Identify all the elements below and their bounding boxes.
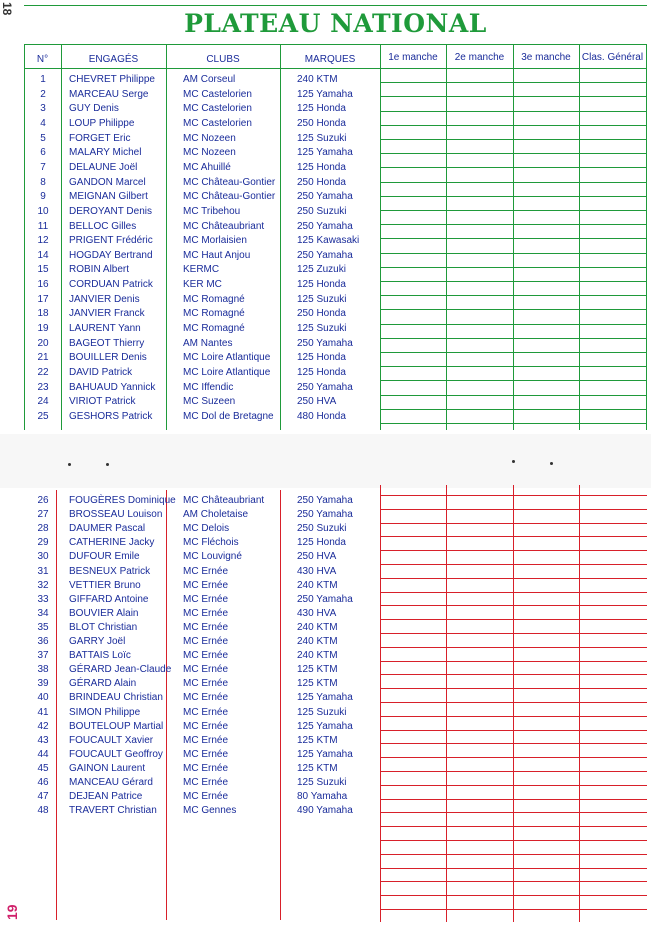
entry-brand: 125 KTM: [297, 678, 338, 690]
entry-name: GAINON Laurent: [69, 762, 146, 774]
table-row: [0, 395, 651, 410]
entry-name: FOUCAULT Xavier: [69, 734, 154, 746]
table-header: [24, 47, 647, 67]
table-row: [0, 293, 651, 308]
header-engages: ENGAGÉS: [88, 54, 139, 65]
entry-number: 38: [37, 664, 49, 676]
entry-brand: 250 Honda: [297, 308, 346, 320]
entry-number: 17: [37, 293, 49, 305]
entry-club: MC Fléchois: [183, 537, 239, 549]
entry-number: 16: [37, 279, 49, 291]
entry-brand: 125 Honda: [297, 537, 346, 549]
entry-brand: 240 KTM: [297, 74, 338, 85]
entry-brand: 125 Suzuki: [297, 706, 347, 718]
table-row: [0, 649, 651, 664]
entry-number: 25: [37, 410, 49, 422]
entry-name: JANVIER Denis: [69, 293, 140, 305]
entry-club: MC Nozeen: [183, 147, 236, 159]
entry-name: DEJEAN Patrice: [69, 791, 143, 803]
entry-club: MC Ernée: [183, 579, 229, 591]
entry-brand: 250 Yamaha: [297, 593, 353, 605]
entry-brand: 250 Suzuki: [297, 205, 347, 217]
entry-number: 35: [37, 621, 49, 633]
entry-club: MC Iffendic: [183, 381, 234, 393]
entry-number: 1: [40, 74, 46, 85]
entry-club: MC Romagné: [183, 293, 245, 305]
entry-club: MC Ernée: [183, 593, 229, 605]
table-row: [0, 205, 651, 220]
entry-brand: 240 KTM: [297, 636, 338, 647]
entry-brand: 125 Honda: [297, 352, 346, 364]
table-row: [0, 762, 651, 777]
table-row: [0, 278, 651, 293]
entry-number: 45: [37, 762, 49, 774]
entry-name: PRIGENT Frédéric: [69, 235, 153, 247]
entry-number: 3: [40, 103, 46, 115]
entry-name: CATHERINE Jacky: [69, 537, 155, 549]
table-row: [0, 220, 651, 235]
entry-number: 24: [37, 396, 49, 408]
entry-brand: 125 KTM: [297, 664, 338, 676]
entry-number: 29: [37, 537, 49, 549]
entry-name: TRAVERT Christian: [69, 805, 157, 817]
entry-club: MC Châteaubriant: [183, 495, 265, 506]
table-row: [0, 307, 651, 322]
table-row: [0, 117, 651, 132]
table-row: [0, 249, 651, 264]
entry-club: MC Ernée: [183, 636, 229, 647]
entry-brand: 125 Honda: [297, 161, 346, 173]
title-rule: [24, 5, 647, 6]
entry-club: MC Castelorien: [183, 103, 252, 115]
entry-name: BESNEUX Patrick: [69, 565, 151, 577]
table-row: [0, 146, 651, 161]
table-row: [0, 102, 651, 117]
entry-name: BATTAIS Loïc: [69, 650, 131, 662]
entry-club: MC Ernée: [183, 621, 229, 633]
table-row: [0, 351, 651, 366]
table-row: [0, 663, 651, 678]
entry-club: MC Ernée: [183, 692, 229, 704]
entry-number: 20: [37, 337, 49, 349]
table-row: [0, 337, 651, 352]
entry-club: MC Ernée: [183, 734, 229, 746]
entry-brand: 250 HVA: [297, 551, 337, 563]
table-row: [0, 410, 651, 425]
entry-club: KERMC: [183, 264, 220, 276]
table-row: [0, 73, 651, 88]
entry-name: DEROYANT Denis: [69, 205, 152, 217]
table-row: [0, 691, 651, 706]
entry-number: 33: [37, 593, 49, 605]
entry-number: 41: [37, 706, 49, 718]
separator-band: [0, 434, 651, 488]
decorative-dot: [512, 460, 515, 463]
table-row: [0, 522, 651, 537]
entry-name: GANDON Marcel: [69, 176, 146, 188]
entry-number: 36: [37, 636, 49, 647]
table-row: [0, 579, 651, 594]
entry-club: MC Dol de Bretagne: [183, 410, 274, 422]
entry-number: 11: [37, 220, 49, 232]
entry-number: 6: [40, 147, 46, 159]
entry-name: ROBIN Albert: [69, 264, 130, 276]
entry-name: GIFFARD Antoine: [69, 593, 149, 605]
entry-club: AM Choletaise: [183, 509, 249, 521]
entry-number: 26: [37, 495, 49, 506]
table-row: [0, 720, 651, 735]
entry-name: HOGDAY Bertrand: [69, 249, 153, 261]
header-general: Clas. Général: [581, 52, 644, 63]
entry-brand: 125 Honda: [297, 367, 346, 378]
entry-number: 10: [37, 205, 49, 217]
page-number-bottom: 19: [4, 904, 20, 920]
entry-club: MC Ernée: [183, 762, 229, 774]
entry-brand: 250 Yamaha: [297, 495, 353, 506]
header-manche-3: 3e manche: [521, 52, 571, 63]
entry-number: 42: [37, 720, 49, 732]
entry-brand: 250 Yamaha: [297, 509, 353, 521]
entry-club: AM Corseul: [183, 74, 236, 85]
entry-club: MC Ahuillé: [183, 161, 231, 173]
entry-club: MC Ernée: [183, 565, 229, 577]
entry-number: 47: [37, 791, 49, 803]
entry-brand: 125 Yamaha: [297, 147, 353, 159]
entry-club: MC Ernée: [183, 607, 229, 619]
table-row: [0, 593, 651, 608]
entry-number: 8: [40, 176, 46, 188]
entry-name: SIMON Philippe: [69, 706, 141, 718]
entry-club: MC Loire Atlantique: [183, 367, 271, 378]
entry-club: MC Ernée: [183, 777, 229, 788]
entry-club: MC Ernée: [183, 678, 229, 690]
entry-club: MC Ernée: [183, 650, 229, 662]
table-row: [0, 790, 651, 805]
entry-brand: 240 KTM: [297, 621, 338, 633]
entry-brand: 250 Yamaha: [297, 220, 353, 232]
entry-brand: 250 Yamaha: [297, 337, 353, 349]
entry-name: VETTIER Bruno: [69, 579, 141, 591]
decorative-dot: [550, 462, 553, 465]
entry-club: MC Haut Anjou: [183, 249, 251, 261]
header-manche-2: 2e manche: [454, 52, 505, 63]
entry-name: FORGET Eric: [69, 132, 131, 144]
entry-club: MC Ernée: [183, 748, 229, 760]
entry-brand: 430 HVA: [297, 607, 337, 619]
entry-brand: 430 HVA: [297, 565, 337, 577]
entry-number: 40: [37, 692, 49, 704]
entry-number: 2: [40, 88, 46, 100]
entry-brand: 250 Yamaha: [297, 381, 353, 393]
table-row: [0, 804, 651, 819]
entry-brand: 125 Yamaha: [297, 748, 353, 760]
entry-brand: 125 KTM: [297, 734, 338, 746]
entry-number: 31: [37, 565, 49, 577]
entry-brand: 250 Yamaha: [297, 249, 353, 261]
entry-number: 30: [37, 551, 49, 563]
entry-name: DAVID Patrick: [69, 367, 133, 378]
entry-number: 15: [37, 264, 49, 276]
entry-number: 48: [37, 805, 49, 817]
entry-number: 19: [37, 323, 49, 335]
entry-club: MC Ernée: [183, 791, 229, 803]
entry-club: MC Gennes: [183, 805, 237, 817]
table-row: [0, 635, 651, 650]
entry-brand: 250 HVA: [297, 396, 337, 408]
entry-number: 43: [37, 734, 49, 746]
entry-name: MANCEAU Gérard: [69, 777, 153, 788]
entry-name: BAHUAUD Yannick: [69, 381, 156, 393]
header-marques: MARQUES: [304, 54, 356, 65]
entry-name: MALARY Michel: [69, 147, 142, 159]
entry-club: MC Ernée: [183, 706, 229, 718]
entry-club: MC Ernée: [183, 664, 229, 676]
entry-brand: 125 Suzuki: [297, 323, 347, 335]
entry-club: KER MC: [183, 279, 222, 291]
table-row: [0, 677, 651, 692]
table-row: [0, 734, 651, 749]
entry-club: MC Romagné: [183, 308, 245, 320]
table-row: [0, 607, 651, 622]
entry-number: 44: [37, 748, 49, 760]
entry-brand: 125 KTM: [297, 762, 338, 774]
entry-number: 46: [37, 777, 49, 788]
entry-number: 4: [40, 117, 46, 129]
table-row: [0, 176, 651, 191]
table-row: [0, 550, 651, 565]
entry-number: 34: [37, 607, 49, 619]
entry-number: 5: [40, 132, 46, 144]
table-row: [0, 190, 651, 205]
table-row: [0, 776, 651, 791]
entry-brand: 490 Yamaha: [297, 805, 353, 817]
entry-brand: 80 Yamaha: [297, 791, 348, 803]
table-row: [0, 621, 651, 636]
entry-club: MC Castelorien: [183, 117, 252, 129]
entry-club: MC Château-Gontier: [183, 191, 276, 203]
table-row: [0, 748, 651, 763]
entry-club: MC Castelorien: [183, 88, 252, 100]
entry-name: GESHORS Patrick: [69, 410, 153, 422]
table-row: [0, 508, 651, 523]
entry-brand: 125 Suzuki: [297, 132, 347, 144]
header-manche-1: 1e manche: [388, 52, 438, 63]
entry-club: MC Ernée: [183, 720, 229, 732]
entry-name: FOUGÈRES Dominique: [69, 495, 176, 506]
entry-brand: 125 Kawasaki: [297, 235, 360, 247]
entry-name: GÉRARD Jean-Claude: [69, 664, 172, 676]
entry-club: AM Nantes: [183, 337, 233, 349]
entry-name: MARCEAU Serge: [69, 88, 149, 100]
decorative-dot: [106, 463, 109, 466]
entry-number: 12: [37, 235, 49, 247]
page-number-top: 18: [0, 2, 14, 16]
entry-name: GARRY Joël: [69, 636, 126, 647]
entry-brand: 250 Honda: [297, 176, 346, 188]
entry-name: VIRIOT Patrick: [69, 396, 136, 408]
entry-brand: 125 Honda: [297, 279, 346, 291]
entry-brand: 240 KTM: [297, 579, 338, 591]
entry-club: MC Suzeen: [183, 396, 236, 408]
entry-name: MEIGNAN Gilbert: [69, 191, 148, 203]
entry-name: DUFOUR Emile: [69, 551, 140, 563]
entry-name: BLOT Christian: [69, 621, 138, 633]
entry-club: MC Château-Gontier: [183, 176, 276, 188]
entry-brand: 125 Suzuki: [297, 293, 347, 305]
entry-brand: 240 KTM: [297, 650, 338, 662]
table-row: [0, 494, 651, 509]
table-row: [0, 132, 651, 147]
entry-name: FOUCAULT Geoffroy: [69, 748, 163, 760]
entry-name: DAUMER Pascal: [69, 523, 146, 535]
entry-number: 28: [37, 523, 49, 535]
entry-name: GUY Denis: [69, 103, 119, 115]
entry-brand: 480 Honda: [297, 410, 346, 422]
entry-name: BAGEOT Thierry: [69, 337, 145, 349]
entry-number: 23: [37, 381, 49, 393]
header-clubs: CLUBS: [206, 54, 240, 65]
header-num: N°: [36, 54, 49, 65]
entry-number: 14: [37, 249, 49, 261]
entry-number: 37: [37, 650, 49, 662]
entry-number: 32: [37, 579, 49, 591]
page-title: PLATEAU NATIONAL: [184, 9, 487, 38]
entry-club: MC Châteaubriant: [183, 220, 265, 232]
entry-number: 7: [40, 161, 46, 173]
entry-number: 27: [37, 509, 49, 521]
entry-brand: 125 Yamaha: [297, 88, 353, 100]
entry-name: BRINDEAU Christian: [69, 692, 163, 704]
entry-name: LOUP Philippe: [69, 117, 135, 129]
table-row: [0, 706, 651, 721]
entry-number: 22: [37, 367, 49, 378]
decorative-dot: [68, 463, 71, 466]
entry-brand: 125 Yamaha: [297, 720, 353, 732]
entry-brand: 125 Honda: [297, 103, 346, 115]
table-row: [0, 88, 651, 103]
table-row: [0, 322, 651, 337]
entry-name: BROSSEAU Louison: [69, 509, 163, 521]
table-row: [0, 381, 651, 396]
entry-club: MC Morlaisien: [183, 235, 247, 247]
entry-number: 21: [37, 352, 49, 364]
entry-brand: 250 Yamaha: [297, 191, 353, 203]
table-row: [0, 565, 651, 580]
entry-club: MC Nozeen: [183, 132, 236, 144]
entry-name: JANVIER Franck: [69, 308, 145, 320]
entry-club: MC Romagné: [183, 323, 245, 335]
entry-club: MC Tribehou: [183, 205, 241, 217]
entry-brand: 125 Yamaha: [297, 692, 353, 704]
entry-club: MC Loire Atlantique: [183, 352, 271, 364]
entry-number: 9: [40, 191, 46, 203]
entry-name: BOUILLER Denis: [69, 352, 147, 364]
entry-number: 18: [37, 308, 49, 320]
entry-brand: 250 Honda: [297, 117, 346, 129]
entry-club: MC Delois: [183, 523, 230, 535]
entry-brand: 250 Suzuki: [297, 523, 347, 535]
entry-number: 39: [37, 678, 49, 690]
entry-name: LAURENT Yann: [69, 323, 141, 335]
entry-name: BELLOC Gilles: [69, 220, 137, 232]
table-row: [0, 263, 651, 278]
entry-name: CHEVRET Philippe: [69, 74, 155, 85]
entry-name: CORDUAN Patrick: [69, 279, 153, 291]
entry-club: MC Louvigné: [183, 551, 242, 563]
table-row: [0, 161, 651, 176]
table-row: [0, 234, 651, 249]
entry-name: BOUVIER Alain: [69, 607, 139, 619]
entry-brand: 125 Suzuki: [297, 777, 347, 788]
table-row: [0, 366, 651, 381]
entry-name: BOUTELOUP Martial: [69, 720, 164, 732]
table-row: [0, 536, 651, 551]
entry-name: GÉRARD Alain: [69, 678, 137, 690]
entry-name: DELAUNE Joël: [69, 161, 138, 173]
entry-brand: 125 Zuzuki: [297, 264, 346, 276]
